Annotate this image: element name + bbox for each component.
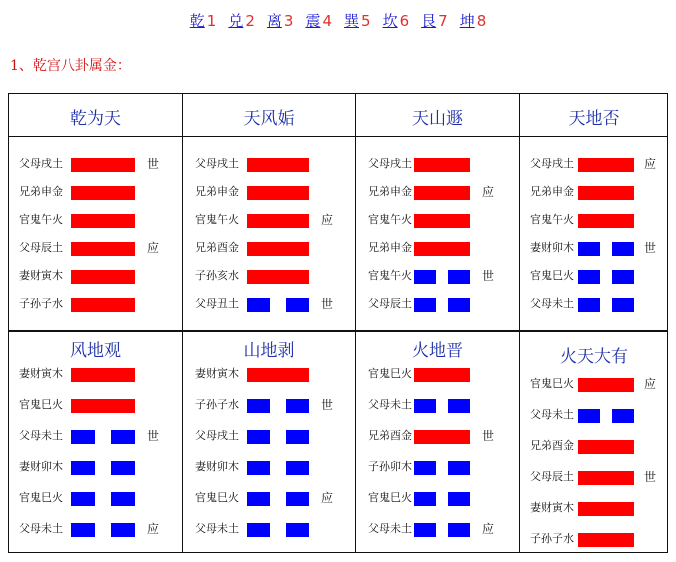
yang-bar — [71, 298, 135, 312]
yang-bar — [578, 378, 634, 392]
yin-bar-segment — [448, 461, 470, 475]
yin-bar-segment — [578, 242, 600, 256]
nav-link-name: 兑 — [228, 12, 244, 30]
yang-bar — [247, 270, 309, 284]
yao-line — [183, 268, 355, 284]
yang-bar — [71, 368, 135, 382]
yao-label: 妻财卯木 — [195, 460, 239, 473]
yin-bar-segment — [71, 430, 95, 444]
yin-bar-segment — [111, 523, 135, 537]
yao-label: 兄弟申金 — [195, 185, 239, 198]
yin-bar-segment — [247, 492, 270, 506]
yin-bar-segment — [414, 399, 436, 413]
yao-line — [183, 366, 355, 382]
yin-bar-segment — [448, 298, 470, 312]
yao-line — [520, 268, 668, 284]
title-separator — [183, 136, 355, 137]
hexagram-cell — [520, 332, 668, 554]
hexagram-cell — [183, 94, 355, 316]
yin-bar-segment — [247, 523, 270, 537]
yao-line — [183, 184, 355, 200]
yao-line — [183, 240, 355, 256]
yao-label: 妻财寅木 — [530, 501, 574, 514]
yao-label: 官鬼巳火 — [530, 377, 574, 390]
yao-line — [520, 156, 668, 172]
yao-line — [520, 376, 668, 392]
yin-bar-segment — [247, 399, 270, 413]
ying-marker: 应 — [147, 241, 160, 255]
yin-bar-segment — [578, 270, 600, 284]
hexagram-title: 天地否 — [568, 109, 620, 129]
yao-line — [183, 156, 355, 172]
hexagram-title: 山地剥 — [243, 341, 295, 361]
yin-bar-segment — [247, 298, 270, 312]
yang-bar — [247, 214, 309, 228]
yao-label: 父母未土 — [368, 398, 412, 411]
yao-line — [520, 438, 668, 454]
yang-bar — [247, 158, 309, 172]
hexagram-title: 乾为天 — [70, 109, 121, 129]
yao-line — [356, 397, 519, 413]
yao-line — [183, 397, 355, 413]
yao-line — [9, 212, 182, 228]
nav-link-number: 3 — [283, 12, 294, 30]
ying-marker: 应 — [644, 157, 657, 171]
yao-label: 子孙子水 — [530, 532, 574, 545]
shi-marker: 世 — [147, 429, 160, 443]
yin-bar-segment — [71, 523, 95, 537]
nav-link-number: 4 — [322, 12, 332, 30]
yao-label: 父母辰土 — [368, 297, 412, 310]
yin-bar-segment — [71, 492, 95, 506]
yao-line — [9, 459, 182, 475]
nav-link-name: 震 — [305, 12, 321, 30]
yao-line — [183, 490, 355, 506]
yang-bar — [71, 158, 135, 172]
hexagram-cell — [183, 332, 355, 554]
yin-bar-segment — [247, 430, 270, 444]
nav-link-name: 艮 — [421, 12, 437, 30]
nav-link-name: 巽 — [344, 12, 360, 30]
yao-line — [183, 428, 355, 444]
yang-bar — [578, 158, 634, 172]
yang-bar — [578, 533, 634, 547]
nav-link-6[interactable] — [383, 12, 410, 30]
yao-line — [183, 296, 355, 312]
yao-line — [520, 500, 668, 516]
ying-marker: 应 — [482, 522, 495, 536]
hexagram-cell — [9, 332, 182, 554]
yao-line — [356, 428, 519, 444]
yao-line — [9, 296, 182, 312]
yin-bar-segment — [612, 270, 634, 284]
ying-marker: 应 — [147, 522, 160, 536]
yin-bar-segment — [448, 523, 470, 537]
yao-label: 妻财卯木 — [530, 241, 574, 254]
yin-bar-segment — [111, 430, 135, 444]
yao-label: 父母戌土 — [530, 157, 574, 170]
yao-line — [356, 268, 519, 284]
yao-label: 官鬼巳火 — [19, 491, 63, 504]
yang-bar — [578, 502, 634, 516]
yang-bar — [71, 399, 135, 413]
yao-line — [356, 459, 519, 475]
section-heading: 1、乾宫八卦属金： — [10, 58, 131, 74]
yao-line — [9, 521, 182, 537]
trigram-nav — [0, 10, 676, 31]
hexagram-cell — [356, 332, 519, 554]
yao-label: 官鬼午火 — [368, 213, 412, 226]
nav-link-number: 2 — [245, 12, 255, 30]
shi-marker: 世 — [644, 470, 657, 484]
nav-link-number: 5 — [361, 12, 371, 30]
yao-label: 父母未土 — [368, 522, 412, 535]
yin-bar-segment — [286, 461, 309, 475]
yao-label: 官鬼巳火 — [195, 491, 239, 504]
yao-label: 父母未土 — [19, 429, 63, 442]
yao-label: 官鬼巳火 — [368, 367, 412, 380]
hexagram-cell — [520, 94, 668, 316]
ying-marker: 应 — [482, 185, 495, 199]
yao-line — [183, 521, 355, 537]
hexagram-grid — [8, 93, 668, 553]
nav-link-name: 乾 — [189, 12, 205, 30]
yao-label: 妻财寅木 — [19, 367, 63, 380]
yin-bar-segment — [612, 409, 634, 423]
yao-label: 子孙子水 — [19, 297, 63, 310]
yao-line — [520, 240, 668, 256]
yao-label: 官鬼午火 — [19, 213, 63, 226]
yang-bar — [71, 242, 135, 256]
yao-label: 官鬼午火 — [530, 213, 574, 226]
yao-label: 父母戌土 — [195, 429, 239, 442]
yao-line — [356, 490, 519, 506]
yao-line — [356, 212, 519, 228]
yao-label: 妻财寅木 — [19, 269, 63, 282]
hexagram-cell — [356, 94, 519, 316]
yao-line — [9, 184, 182, 200]
yao-label: 子孙亥水 — [195, 269, 239, 282]
yang-bar — [414, 214, 470, 228]
yin-bar-segment — [414, 461, 436, 475]
yao-label: 妻财卯木 — [19, 460, 63, 473]
yang-bar — [71, 270, 135, 284]
yao-line — [356, 184, 519, 200]
nav-link-5[interactable] — [344, 12, 371, 30]
yao-label: 兄弟酉金 — [368, 429, 412, 442]
ying-marker: 应 — [644, 377, 657, 391]
yin-bar-segment — [286, 298, 309, 312]
yao-line — [356, 240, 519, 256]
yao-label: 父母戌土 — [19, 157, 63, 170]
yao-label: 父母戌土 — [195, 157, 239, 170]
yao-line — [520, 184, 668, 200]
yang-bar — [578, 214, 634, 228]
yang-bar — [578, 471, 634, 485]
yin-bar-segment — [111, 492, 135, 506]
yin-bar-segment — [286, 492, 309, 506]
hexagram-title: 火天大有 — [560, 347, 628, 367]
yin-bar-segment — [71, 461, 95, 475]
hexagram-title: 风地观 — [70, 341, 121, 361]
title-separator — [520, 136, 668, 137]
shi-marker: 世 — [482, 269, 495, 283]
yao-label: 兄弟申金 — [368, 185, 412, 198]
yao-label: 官鬼午火 — [368, 269, 412, 282]
yao-line — [520, 296, 668, 312]
yin-bar-segment — [414, 298, 436, 312]
ying-marker: 应 — [321, 213, 334, 227]
shi-marker: 世 — [321, 297, 334, 311]
yang-bar — [414, 368, 470, 382]
yao-label: 兄弟酉金 — [530, 439, 574, 452]
ying-marker: 应 — [321, 491, 334, 505]
nav-link-number: 6 — [399, 12, 410, 30]
nav-link-name: 坤 — [459, 12, 475, 30]
yao-line — [9, 366, 182, 382]
shi-marker: 世 — [147, 157, 160, 171]
yao-label: 父母丑土 — [195, 297, 239, 310]
yao-label: 父母未土 — [19, 522, 63, 535]
yang-bar — [578, 186, 634, 200]
shi-marker: 世 — [482, 429, 495, 443]
nav-link-1[interactable] — [190, 12, 217, 30]
yang-bar — [578, 440, 634, 454]
yao-line — [520, 407, 668, 423]
nav-link-number: 1 — [206, 12, 217, 30]
nav-link-4[interactable] — [305, 12, 332, 30]
yao-line — [520, 212, 668, 228]
yao-label: 父母辰土 — [19, 241, 63, 254]
nav-link-name: 离 — [266, 12, 282, 30]
yin-bar-segment — [448, 399, 470, 413]
yin-bar-segment — [414, 270, 436, 284]
yao-label: 子孙卯木 — [368, 460, 412, 473]
yang-bar — [71, 186, 135, 200]
yin-bar-segment — [578, 409, 600, 423]
yao-line — [9, 397, 182, 413]
yao-label: 兄弟申金 — [19, 185, 63, 198]
yang-bar — [414, 430, 470, 444]
yao-line — [183, 459, 355, 475]
yin-bar-segment — [612, 298, 634, 312]
yao-label: 官鬼午火 — [195, 213, 239, 226]
hexagram-title: 火地晋 — [412, 341, 463, 361]
yao-label: 兄弟申金 — [530, 185, 574, 198]
yao-label: 官鬼巳火 — [368, 491, 412, 504]
yang-bar — [247, 242, 309, 256]
yao-line — [183, 212, 355, 228]
yin-bar-segment — [286, 523, 309, 537]
yin-bar-segment — [448, 492, 470, 506]
yin-bar-segment — [111, 461, 135, 475]
yao-line — [9, 156, 182, 172]
yao-line — [9, 268, 182, 284]
yang-bar — [247, 186, 309, 200]
hexagram-title: 天风姤 — [243, 109, 295, 129]
yao-label: 子孙子水 — [195, 398, 239, 411]
yao-label: 官鬼巳火 — [19, 398, 63, 411]
nav-link-3[interactable] — [267, 12, 294, 30]
yao-label: 兄弟申金 — [368, 241, 412, 254]
title-separator — [356, 136, 519, 137]
yao-line — [9, 490, 182, 506]
nav-link-number: 8 — [476, 12, 487, 30]
nav-link-name: 坎 — [382, 12, 398, 30]
yang-bar — [71, 214, 135, 228]
yin-bar-segment — [414, 523, 436, 537]
yin-bar-segment — [612, 242, 634, 256]
yao-label: 父母未土 — [195, 522, 239, 535]
shi-marker: 世 — [321, 398, 334, 412]
yin-bar-segment — [286, 430, 309, 444]
yao-label: 父母未土 — [530, 297, 574, 310]
shi-marker: 世 — [644, 241, 657, 255]
yao-line — [520, 531, 668, 547]
yang-bar — [414, 186, 470, 200]
hexagram-title: 天山遯 — [412, 109, 463, 129]
yin-bar-segment — [286, 399, 309, 413]
yao-line — [356, 521, 519, 537]
yao-line — [9, 240, 182, 256]
yao-label: 父母辰土 — [530, 470, 574, 483]
yin-bar-segment — [448, 270, 470, 284]
yang-bar — [247, 368, 309, 382]
yang-bar — [414, 158, 470, 172]
nav-link-7[interactable] — [421, 12, 448, 30]
yao-line — [356, 296, 519, 312]
nav-link-8[interactable] — [460, 12, 487, 30]
title-separator — [9, 136, 182, 137]
yin-bar-segment — [414, 492, 436, 506]
yao-label: 官鬼巳火 — [530, 269, 574, 282]
nav-link-number: 7 — [438, 12, 448, 30]
yao-line — [356, 366, 519, 382]
yao-label: 父母戌土 — [368, 157, 412, 170]
nav-link-2[interactable] — [228, 12, 255, 30]
yao-label: 父母未土 — [530, 408, 574, 421]
yang-bar — [414, 242, 470, 256]
yao-line — [520, 469, 668, 485]
yao-line — [9, 428, 182, 444]
yin-bar-segment — [247, 461, 270, 475]
yao-label: 兄弟酉金 — [195, 241, 239, 254]
yin-bar-segment — [578, 298, 600, 312]
yao-line — [356, 156, 519, 172]
hexagram-cell — [9, 94, 182, 316]
yao-label: 妻财寅木 — [195, 367, 239, 380]
